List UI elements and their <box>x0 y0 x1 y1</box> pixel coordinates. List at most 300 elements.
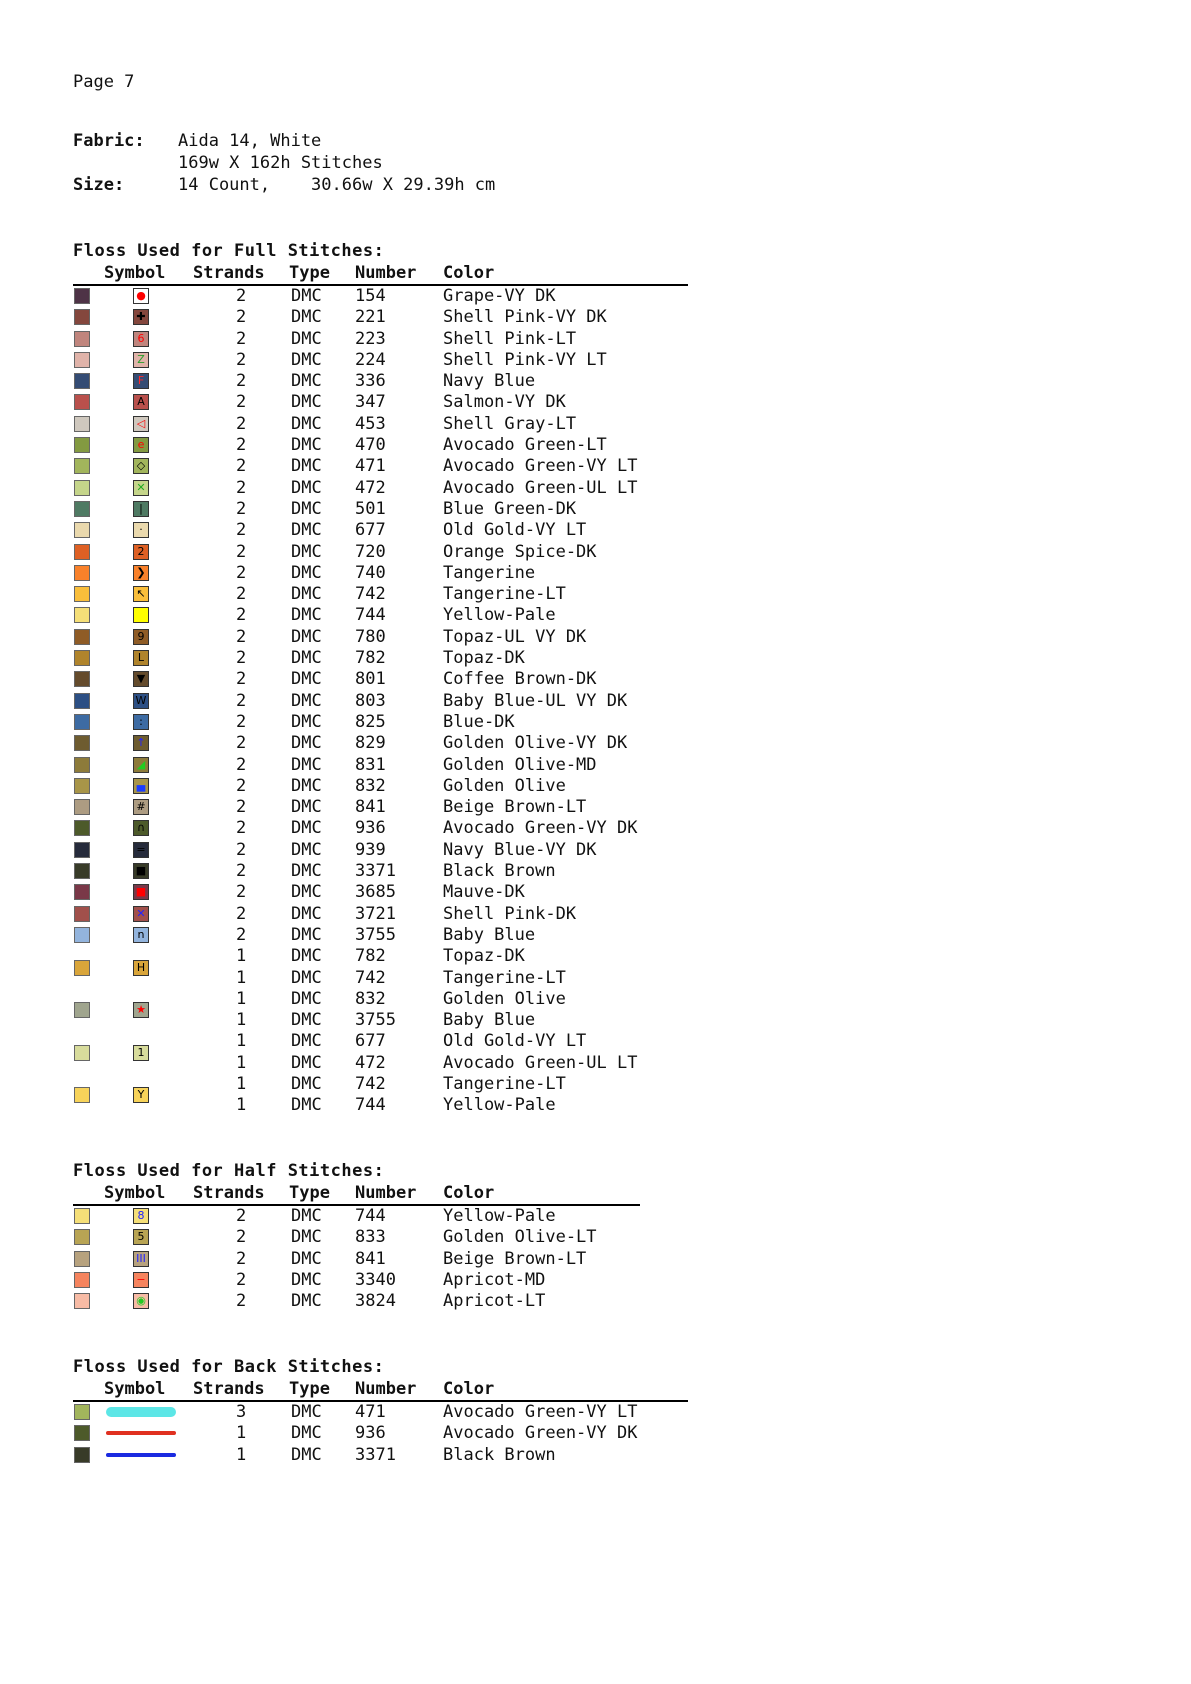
type-cell: DMC <box>291 648 322 669</box>
header-strands: Strands <box>193 1183 265 1203</box>
fabric-stitches: 169w X 162h Stitches <box>178 153 383 173</box>
table-row <box>73 755 688 776</box>
strands-cell: 2 <box>236 392 247 413</box>
table-row <box>73 1402 688 1423</box>
header-strands: Strands <box>193 1379 265 1399</box>
color-swatch <box>74 544 90 560</box>
color-name-cell: Baby Blue <box>443 1010 536 1031</box>
color-swatch <box>74 522 90 538</box>
color-name-cell: Avocado Green-UL LT <box>443 477 638 498</box>
stitch-symbol: ▄ <box>133 778 149 794</box>
strands-cell: 2 <box>236 1291 247 1312</box>
strands-cell: 2 <box>236 307 247 328</box>
type-cell: DMC <box>291 818 322 839</box>
color-swatch <box>74 629 90 645</box>
type-cell: DMC <box>291 477 322 498</box>
table-row <box>73 286 688 307</box>
color-name-cell: Tangerine-LT <box>443 967 566 988</box>
type-cell: DMC <box>291 1073 322 1094</box>
table-row <box>73 563 688 584</box>
table-row <box>73 1227 640 1248</box>
stitch-symbol: ▼ <box>133 671 149 687</box>
table-row <box>73 797 688 818</box>
strands-cell: 2 <box>236 456 247 477</box>
color-name-cell: Yellow-Pale <box>443 605 556 626</box>
color-name-cell: Apricot-LT <box>443 1291 546 1312</box>
table-row <box>73 1249 640 1270</box>
color-name-cell: Shell Pink-DK <box>443 903 577 924</box>
color-name-cell: Avocado Green-VY DK <box>443 1423 638 1444</box>
stitch-symbol: 1 <box>133 1045 149 1061</box>
table-row <box>73 456 688 477</box>
color-name-cell: Mauve-DK <box>443 882 525 903</box>
stitch-symbol: Y <box>133 1087 149 1103</box>
table-row <box>73 1031 688 1052</box>
number-cell: 154 <box>355 286 386 306</box>
color-name-cell: Apricot-MD <box>443 1269 546 1290</box>
type-cell: DMC <box>291 1269 322 1290</box>
color-name-cell: Beige Brown-LT <box>443 797 587 818</box>
fabric-label: Fabric: <box>73 131 145 151</box>
type-cell: DMC <box>291 754 322 775</box>
stitch-symbol: = <box>133 842 149 858</box>
color-name-cell: Baby Blue-UL VY DK <box>443 690 628 711</box>
table-row <box>73 584 688 605</box>
table-row <box>73 542 688 563</box>
table-row <box>73 605 688 626</box>
header-type: Type <box>289 1183 330 1203</box>
color-swatch <box>74 607 90 623</box>
number-cell: 744 <box>355 1206 386 1226</box>
color-name-cell: Shell Pink-VY DK <box>443 307 607 328</box>
number-cell: 803 <box>355 690 386 711</box>
table-row <box>73 1206 640 1227</box>
color-name-cell: Tangerine-LT <box>443 584 566 605</box>
full-table-header <box>73 262 688 286</box>
header-color: Color <box>443 1379 495 1399</box>
half-table-header <box>73 1182 640 1206</box>
number-cell: 841 <box>355 1248 386 1269</box>
strands-cell: 1 <box>236 967 247 988</box>
color-name-cell: Topaz-DK <box>443 648 525 669</box>
table-row <box>73 307 688 328</box>
color-swatch <box>74 906 90 922</box>
color-swatch <box>74 735 90 751</box>
stitch-symbol: n <box>133 927 149 943</box>
type-cell: DMC <box>291 669 322 690</box>
number-cell: 825 <box>355 711 386 732</box>
type-cell: DMC <box>291 1206 322 1226</box>
strands-cell: 2 <box>236 924 247 945</box>
stitch-symbol: 8 <box>133 1208 149 1224</box>
stitch-symbol: ❯ <box>133 565 149 581</box>
stitch-symbol: 9 <box>133 629 149 645</box>
number-cell: 472 <box>355 477 386 498</box>
table-row <box>73 1291 640 1312</box>
type-cell: DMC <box>291 605 322 626</box>
stitch-symbol: A <box>133 394 149 410</box>
color-swatch <box>74 1208 90 1224</box>
type-cell: DMC <box>291 1291 322 1312</box>
blend-row-group <box>73 946 688 989</box>
back-stitches-section <box>73 1356 688 1466</box>
stitch-symbol <box>133 607 149 623</box>
color-name-cell: Beige Brown-LT <box>443 1248 587 1269</box>
stitch-symbol: 5 <box>133 1229 149 1245</box>
number-cell: 742 <box>355 1073 386 1094</box>
table-row <box>73 712 688 733</box>
half-table-body <box>73 1206 640 1312</box>
number-cell: 224 <box>355 349 386 370</box>
number-cell: 740 <box>355 562 386 583</box>
table-row <box>73 1423 688 1444</box>
table-row <box>73 968 688 989</box>
half-stitches-section <box>73 1160 640 1312</box>
full-stitches-title: Floss Used for Full Stitches: <box>73 241 385 261</box>
strands-cell: 2 <box>236 1248 247 1269</box>
number-cell: 677 <box>355 520 386 541</box>
table-row <box>73 776 688 797</box>
strands-cell: 2 <box>236 903 247 924</box>
color-swatch <box>74 1229 90 1245</box>
stitch-symbol: ◉ <box>133 1293 149 1309</box>
number-cell: 832 <box>355 988 386 1009</box>
number-cell: 223 <box>355 328 386 349</box>
stitch-symbol: · <box>133 522 149 538</box>
strands-cell: 2 <box>236 1269 247 1290</box>
number-cell: 744 <box>355 1095 386 1116</box>
table-row <box>73 1445 688 1466</box>
color-swatch <box>74 586 90 602</box>
type-cell: DMC <box>291 797 322 818</box>
number-cell: 471 <box>355 456 386 477</box>
stitch-symbol: ↑ <box>133 735 149 751</box>
stitch-symbol: ✕ <box>133 480 149 496</box>
color-swatch <box>74 1293 90 1309</box>
number-cell: 939 <box>355 839 386 860</box>
color-swatch <box>74 863 90 879</box>
color-name-cell: Shell Pink-VY LT <box>443 349 607 370</box>
color-name-cell: Black Brown <box>443 1444 556 1465</box>
number-cell: 470 <box>355 435 386 456</box>
stitch-symbol: ✚ <box>133 309 149 325</box>
type-cell: DMC <box>291 1444 322 1465</box>
number-cell: 936 <box>355 818 386 839</box>
stitch-symbol: : <box>133 714 149 730</box>
type-cell: DMC <box>291 328 322 349</box>
color-name-cell: Tangerine-LT <box>443 1073 566 1094</box>
color-swatch <box>74 842 90 858</box>
number-cell: 829 <box>355 733 386 754</box>
color-name-cell: Avocado Green-VY DK <box>443 818 638 839</box>
stitch-symbol: 2 <box>133 544 149 560</box>
stitch-symbol: ◇ <box>133 458 149 474</box>
strands-cell: 2 <box>236 584 247 605</box>
color-swatch <box>74 778 90 794</box>
color-name-cell: Golden Olive <box>443 775 566 796</box>
color-swatch <box>74 927 90 943</box>
number-cell: 742 <box>355 584 386 605</box>
strands-cell: 2 <box>236 286 247 306</box>
stitch-symbol: ■ <box>133 863 149 879</box>
blend-row-group <box>73 1074 688 1117</box>
type-cell: DMC <box>291 924 322 945</box>
color-name-cell: Blue Green-DK <box>443 498 577 519</box>
page-number: Page 7 <box>73 72 135 92</box>
color-swatch <box>74 480 90 496</box>
stitch-symbol: # <box>133 799 149 815</box>
strands-cell: 2 <box>236 818 247 839</box>
color-name-cell: Shell Gray-LT <box>443 413 577 434</box>
number-cell: 832 <box>355 775 386 796</box>
size-line <box>73 175 124 195</box>
backstitch-line <box>106 1407 176 1417</box>
strands-cell: 1 <box>236 1423 247 1444</box>
strands-cell: 2 <box>236 733 247 754</box>
table-row <box>73 925 688 946</box>
strands-cell: 2 <box>236 626 247 647</box>
color-swatch <box>74 1447 90 1463</box>
color-name-cell: Tangerine <box>443 562 536 583</box>
table-row <box>73 648 688 669</box>
type-cell: DMC <box>291 882 322 903</box>
number-cell: 3371 <box>355 1444 396 1465</box>
number-cell: 831 <box>355 754 386 775</box>
fabric-line <box>73 131 145 151</box>
type-cell: DMC <box>291 1095 322 1116</box>
table-row <box>73 627 688 648</box>
color-swatch <box>74 458 90 474</box>
type-cell: DMC <box>291 498 322 519</box>
size-value: 14 Count, 30.66w X 29.39h cm <box>178 175 496 195</box>
strands-cell: 2 <box>236 797 247 818</box>
color-name-cell: Orange Spice-DK <box>443 541 597 562</box>
strands-cell: 2 <box>236 605 247 626</box>
strands-cell: 1 <box>236 988 247 1009</box>
color-name-cell: Old Gold-VY LT <box>443 520 587 541</box>
type-cell: DMC <box>291 286 322 306</box>
strands-cell: 1 <box>236 1073 247 1094</box>
backstitch-line <box>106 1431 176 1435</box>
table-row <box>73 1270 640 1291</box>
number-cell: 720 <box>355 541 386 562</box>
color-swatch <box>74 331 90 347</box>
stitch-symbol: ✕ <box>133 906 149 922</box>
stitch-symbol: e <box>133 437 149 453</box>
back-stitches-title: Floss Used for Back Stitches: <box>73 1357 385 1377</box>
table-row <box>73 861 688 882</box>
color-name-cell: Baby Blue <box>443 924 536 945</box>
type-cell: DMC <box>291 371 322 392</box>
table-row <box>73 1053 688 1074</box>
strands-cell: 2 <box>236 839 247 860</box>
stitch-symbol: H <box>133 960 149 976</box>
type-cell: DMC <box>291 775 322 796</box>
stitch-symbol: ◁ <box>133 416 149 432</box>
blend-row-group <box>73 989 688 1032</box>
strands-cell: 1 <box>236 1052 247 1073</box>
color-swatch <box>74 671 90 687</box>
table-row <box>73 818 688 839</box>
type-cell: DMC <box>291 1010 322 1031</box>
strands-cell: 1 <box>236 1444 247 1465</box>
color-name-cell: Avocado Green-VY LT <box>443 456 638 477</box>
color-swatch <box>74 288 90 304</box>
table-row <box>73 520 688 541</box>
type-cell: DMC <box>291 562 322 583</box>
color-swatch <box>74 565 90 581</box>
type-cell: DMC <box>291 1423 322 1444</box>
color-swatch <box>74 1251 90 1267</box>
number-cell: 936 <box>355 1423 386 1444</box>
full-stitches-section <box>73 240 688 1117</box>
type-cell: DMC <box>291 349 322 370</box>
color-swatch <box>74 437 90 453</box>
strands-cell: 2 <box>236 413 247 434</box>
backstitch-line <box>106 1453 176 1457</box>
table-row <box>73 882 688 903</box>
strands-cell: 2 <box>236 775 247 796</box>
stitch-symbol: − <box>133 1272 149 1288</box>
table-row <box>73 1074 688 1095</box>
color-name-cell: Golden Olive-LT <box>443 1227 597 1248</box>
strands-cell: 2 <box>236 541 247 562</box>
color-swatch <box>74 501 90 517</box>
stitch-symbol: W <box>133 693 149 709</box>
header-symbol: Symbol <box>104 1379 166 1399</box>
type-cell: DMC <box>291 1052 322 1073</box>
type-cell: DMC <box>291 988 322 1009</box>
type-cell: DMC <box>291 1402 322 1422</box>
table-row <box>73 392 688 413</box>
strands-cell: 2 <box>236 669 247 690</box>
table-row <box>73 840 688 861</box>
type-cell: DMC <box>291 946 322 967</box>
color-swatch <box>74 1404 90 1420</box>
color-name-cell: Golden Olive <box>443 988 566 1009</box>
type-cell: DMC <box>291 435 322 456</box>
stitch-symbol: ■ <box>133 884 149 900</box>
number-cell: 501 <box>355 498 386 519</box>
stitch-symbol: | <box>133 501 149 517</box>
color-swatch <box>74 693 90 709</box>
color-swatch <box>74 757 90 773</box>
number-cell: 3824 <box>355 1291 396 1312</box>
color-name-cell: Avocado Green-VY LT <box>443 1402 638 1422</box>
strands-cell: 2 <box>236 498 247 519</box>
header-number: Number <box>355 1379 417 1399</box>
type-cell: DMC <box>291 967 322 988</box>
type-cell: DMC <box>291 1031 322 1052</box>
table-row <box>73 499 688 520</box>
color-name-cell: Shell Pink-LT <box>443 328 577 349</box>
type-cell: DMC <box>291 541 322 562</box>
number-cell: 3685 <box>355 882 396 903</box>
table-row <box>73 1010 688 1031</box>
back-table-header <box>73 1378 688 1402</box>
strands-cell: 1 <box>236 946 247 967</box>
stitch-symbol: F <box>133 373 149 389</box>
color-swatch <box>74 309 90 325</box>
color-swatch <box>74 884 90 900</box>
color-swatch <box>74 416 90 432</box>
table-row <box>73 478 688 499</box>
color-swatch <box>74 394 90 410</box>
number-cell: 782 <box>355 648 386 669</box>
color-name-cell: Black Brown <box>443 861 556 882</box>
strands-cell: 2 <box>236 435 247 456</box>
header-color: Color <box>443 263 495 283</box>
strands-cell: 2 <box>236 882 247 903</box>
number-cell: 742 <box>355 967 386 988</box>
color-swatch <box>74 650 90 666</box>
color-name-cell: Golden Olive-MD <box>443 754 597 775</box>
strands-cell: 1 <box>236 1031 247 1052</box>
strands-cell: 1 <box>236 1010 247 1031</box>
stitch-symbol: Z <box>133 352 149 368</box>
number-cell: 3340 <box>355 1269 396 1290</box>
size-label: Size: <box>73 175 125 195</box>
number-cell: 3721 <box>355 903 396 924</box>
strands-cell: 2 <box>236 648 247 669</box>
type-cell: DMC <box>291 584 322 605</box>
color-swatch <box>74 1425 90 1441</box>
header-type: Type <box>289 1379 330 1399</box>
header-type: Type <box>289 263 330 283</box>
strands-cell: 2 <box>236 1227 247 1248</box>
stitch-symbol: L <box>133 650 149 666</box>
header-number: Number <box>355 1183 417 1203</box>
table-row <box>73 904 688 925</box>
type-cell: DMC <box>291 392 322 413</box>
color-name-cell: Avocado Green-LT <box>443 435 607 456</box>
table-row <box>73 350 688 371</box>
header-strands: Strands <box>193 263 265 283</box>
type-cell: DMC <box>291 733 322 754</box>
color-name-cell: Coffee Brown-DK <box>443 669 597 690</box>
color-name-cell: Navy Blue-VY DK <box>443 839 597 860</box>
color-name-cell: Avocado Green-UL LT <box>443 1052 638 1073</box>
strands-cell: 1 <box>236 1095 247 1116</box>
number-cell: 471 <box>355 1402 386 1422</box>
number-cell: 841 <box>355 797 386 818</box>
type-cell: DMC <box>291 456 322 477</box>
number-cell: 336 <box>355 371 386 392</box>
table-row <box>73 414 688 435</box>
number-cell: 782 <box>355 946 386 967</box>
strands-cell: 2 <box>236 1206 247 1226</box>
header-symbol: Symbol <box>104 263 166 283</box>
header-number: Number <box>355 263 417 283</box>
color-name-cell: Golden Olive-VY DK <box>443 733 628 754</box>
number-cell: 347 <box>355 392 386 413</box>
type-cell: DMC <box>291 1248 322 1269</box>
color-name-cell: Old Gold-VY LT <box>443 1031 587 1052</box>
color-name-cell: Yellow-Pale <box>443 1206 556 1226</box>
number-cell: 3371 <box>355 861 396 882</box>
number-cell: 221 <box>355 307 386 328</box>
table-row <box>73 1095 688 1116</box>
type-cell: DMC <box>291 1227 322 1248</box>
strands-cell: 2 <box>236 371 247 392</box>
type-cell: DMC <box>291 413 322 434</box>
color-name-cell: Navy Blue <box>443 371 536 392</box>
number-cell: 472 <box>355 1052 386 1073</box>
strands-cell: 2 <box>236 861 247 882</box>
table-row <box>73 435 688 456</box>
table-row <box>73 669 688 690</box>
stitch-symbol: ◢ <box>133 757 149 773</box>
